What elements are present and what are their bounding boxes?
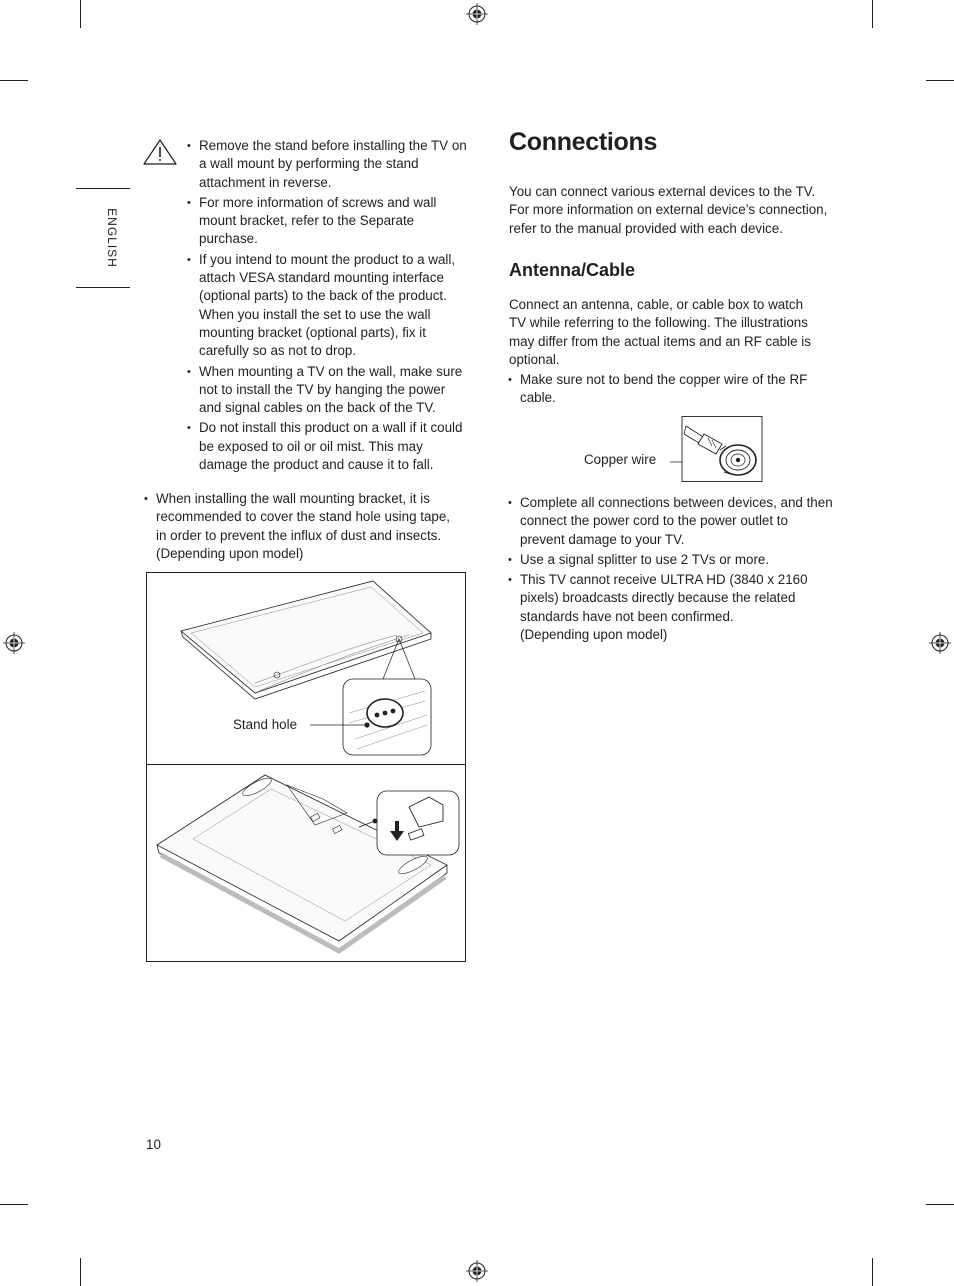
antenna-item-suffix: (Depending upon model) xyxy=(520,627,668,643)
registration-mark-icon xyxy=(466,1260,488,1282)
caution-item: • If you intend to mount the product to a wall, attach VESA standard mounting interface (optional parts) to the back of the product. When you install the set to use the wall mounting bracket (optional parts), fix it carefully so as not to drop. xyxy=(187,251,467,361)
registration-mark-icon xyxy=(3,632,25,654)
antenna-bullet-first xyxy=(508,371,818,410)
antenna-item: • Make sure not to bend the copper wire of the RF cable. xyxy=(508,371,818,408)
caution-list xyxy=(187,137,467,476)
tv-back-illustration xyxy=(147,573,465,763)
sidebar-language-label: ENGLISH xyxy=(105,208,119,268)
antenna-item: • Complete all connections between devices, and then connect the power cord to the power outlet to prevent damage to your TV. xyxy=(508,494,833,549)
note-text: When installing the wall mounting bracket, it is recommended to cover the stand hole using tape, in order to prevent the influx of dust and insects. xyxy=(156,491,451,543)
registration-mark-icon xyxy=(929,632,951,654)
sidebar-rule-bottom xyxy=(76,287,130,288)
antenna-item: • Use a signal splitter to use 2 TVs or more. xyxy=(508,551,833,569)
antenna-item xyxy=(508,571,833,644)
registration-mark-icon xyxy=(466,3,488,25)
antenna-item-text: This TV cannot receive ULTRA HD (3840 x 2160 pixels) broadcasts directly because the related standards have not been confirmed. xyxy=(520,572,808,624)
caution-item: • For more information of screws and wall mount bracket, refer to the Separate purchase. xyxy=(187,194,467,249)
caution-item: • Remove the stand before installing the TV on a wall mount by performing the stand attachment in reverse. xyxy=(187,137,467,192)
crop-mark xyxy=(872,0,873,28)
connections-intro: You can connect various external devices to the TV. For more information on external device’s connection, refer to the manual provided with each device. xyxy=(509,184,828,236)
page-number: 10 xyxy=(146,1137,161,1152)
stand-hole-note xyxy=(144,490,462,565)
caution-item: • When mounting a TV on the wall, make sure not to install the TV by hanging the power and signal cables on the back of the TV. xyxy=(187,363,467,418)
crop-mark xyxy=(926,1204,954,1205)
sidebar-rule-top xyxy=(76,188,130,189)
stand-hole-figure xyxy=(146,572,466,962)
caution-triangle-icon xyxy=(141,138,179,166)
crop-mark xyxy=(80,0,81,28)
crop-mark xyxy=(872,1258,873,1286)
section-title: Antenna/Cable xyxy=(509,260,636,280)
antenna-intro: Connect an antenna, cable, or cable box to watch TV while referring to the following. The illustrations may differ from the actual items and an RF cable is optional. xyxy=(509,297,811,367)
crop-mark xyxy=(926,80,954,81)
page-title: Connections xyxy=(509,128,658,156)
crop-mark xyxy=(80,1258,81,1286)
stand-hole-label: Stand hole xyxy=(233,717,298,732)
rf-cable-illustration xyxy=(668,416,764,483)
note-item xyxy=(144,490,462,563)
tape-cover-illustration xyxy=(147,765,465,961)
antenna-bullets xyxy=(508,494,833,646)
copper-wire-label: Copper wire xyxy=(584,452,657,467)
crop-mark xyxy=(0,80,28,81)
note-suffix: (Depending upon model) xyxy=(156,545,304,561)
crop-mark xyxy=(0,1204,28,1205)
caution-item: • Do not install this product on a wall if it could be exposed to oil or oil mist. This may damage the product and cause it to fall. xyxy=(187,419,467,474)
